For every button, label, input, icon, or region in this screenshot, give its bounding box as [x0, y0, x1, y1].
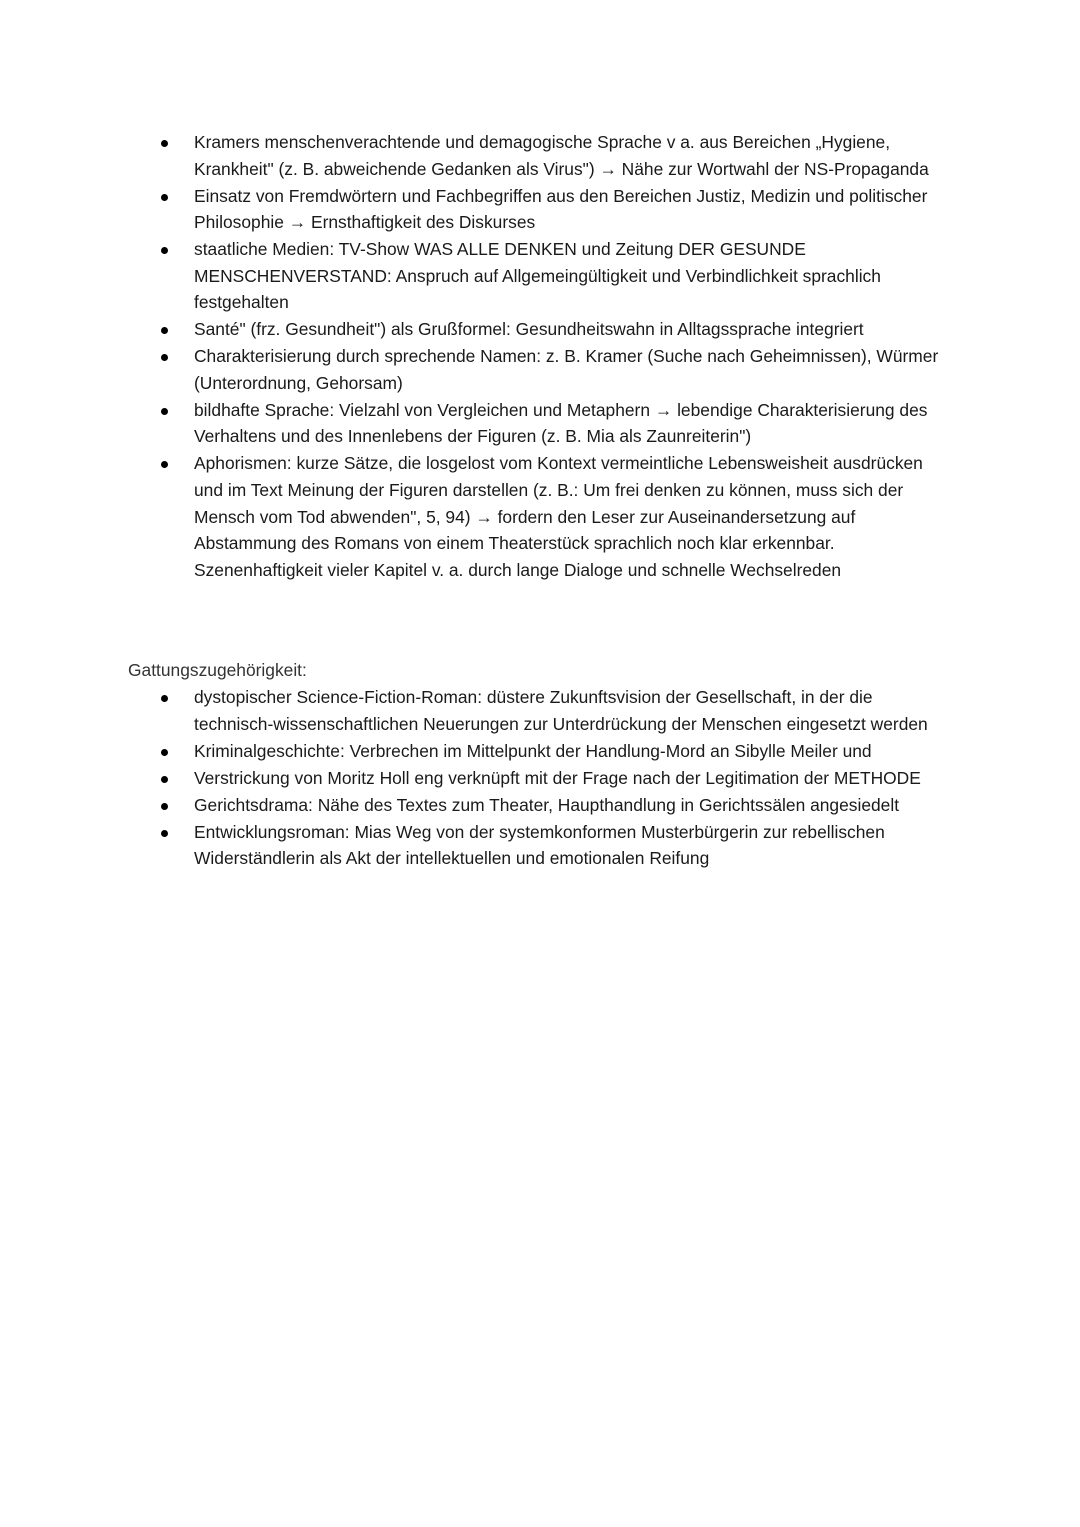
list-item	[194, 738, 954, 765]
bullet-icon	[161, 776, 168, 783]
list-item	[194, 819, 954, 872]
list-item-text: Santé" (frz. Gesundheit") als Grußformel: Gesundheitswahn in Alltagssprache integriert	[194, 319, 864, 340]
list-item	[194, 183, 954, 236]
list-item-text: Gerichtsdrama: Nähe des Textes zum Theater, Haupthandlung in Gerichtssälen angesiedelt	[194, 794, 900, 815]
list-item	[194, 765, 954, 792]
list-item	[194, 316, 954, 343]
list-item-text: dystopischer Science-Fiction-Roman: düstere Zukunftsvision der Gesellschaft, in der die technisch-wissenschaftlichen Neuerungen zur Unterdrückung der Menschen eingesetzt werden	[194, 687, 928, 734]
bullet-icon	[161, 194, 168, 201]
section-heading: Gattungszugehörigkeit:	[128, 660, 307, 680]
bullet-icon	[161, 749, 168, 756]
list-item-text: Entwicklungsroman: Mias Weg von der systemkonformen Musterbürgerin zur rebellischen Widerständlerin als Akt der intellektuellen und emotionalen Reifung	[194, 821, 885, 869]
list-item-text: Einsatz von Fremdwörtern und Fachbegriffen aus den Bereichen Justiz, Medizin und politischer Philosophie → Ernsthaftigkeit des Diskurses	[194, 185, 928, 233]
genre-list	[194, 684, 954, 872]
bullet-icon	[161, 327, 168, 334]
language-features-list	[194, 129, 954, 584]
bullet-icon	[161, 695, 168, 702]
list-item	[194, 450, 954, 583]
list-item-text: bildhafte Sprache: Vielzahl von Vergleichen und Metaphern → lebendige Charakterisierung des Verhaltens und des Innenlebens der Figuren (z. B. Mia als Zaunreiterin")	[194, 399, 928, 447]
list-item-text: Charakterisierung durch sprechende Namen: z. B. Kramer (Suche nach Geheimnissen), Würmer (Unterordnung, Gehorsam)	[194, 346, 939, 393]
list-item-text: Verstrickung von Moritz Holl eng verknüpft mit der Frage nach der Legitimation der METHODE	[194, 767, 921, 788]
bullet-icon	[161, 803, 168, 810]
list-item-text: staatliche Medien: TV-Show WAS ALLE DENKEN und Zeitung DER GESUNDE MENSCHENVERSTAND: Anspruch auf Allgemeingültigkeit und Verbindlichkeit sprachlich festgehalten	[194, 239, 881, 313]
list-item	[194, 792, 954, 819]
bullet-icon	[161, 830, 168, 837]
list-item-text: Aphorismen: kurze Sätze, die losgelost vom Kontext vermeintliche Lebensweisheit ausdrücken und im Text Meinung der Figuren darstellen (z. B.: Um frei denken zu können, muss sich der Mensch vom Tod abwenden", 5, 94) → fordern den Leser zur Auseinandersetzung auf Abstammung des Romans von einem Theaterstück sprachlich noch klar erkennbar. Szenenhaftigkeit vieler Kapitel v. a. durch lange Dialoge und schnelle Wechselreden	[194, 453, 923, 580]
bullet-icon	[161, 408, 168, 415]
list-item	[194, 397, 954, 450]
list-item	[194, 236, 954, 316]
bullet-icon	[161, 140, 168, 147]
bullet-icon	[161, 354, 168, 361]
list-item-text: Kriminalgeschichte: Verbrechen im Mittelpunkt der Handlung-Mord an Sibylle Meiler und	[194, 740, 872, 761]
bullet-icon	[161, 247, 168, 254]
list-item-text: Kramers menschenverachtende und demagogische Sprache v a. aus Bereichen „Hygiene, Krankheit" (z. B. abweichende Gedanken als Virus") → Nähe zur Wortwahl der NS-Propaganda	[194, 132, 929, 179]
bullet-icon	[161, 461, 168, 468]
list-item	[194, 129, 954, 182]
list-item	[194, 343, 954, 396]
list-item	[194, 684, 954, 737]
